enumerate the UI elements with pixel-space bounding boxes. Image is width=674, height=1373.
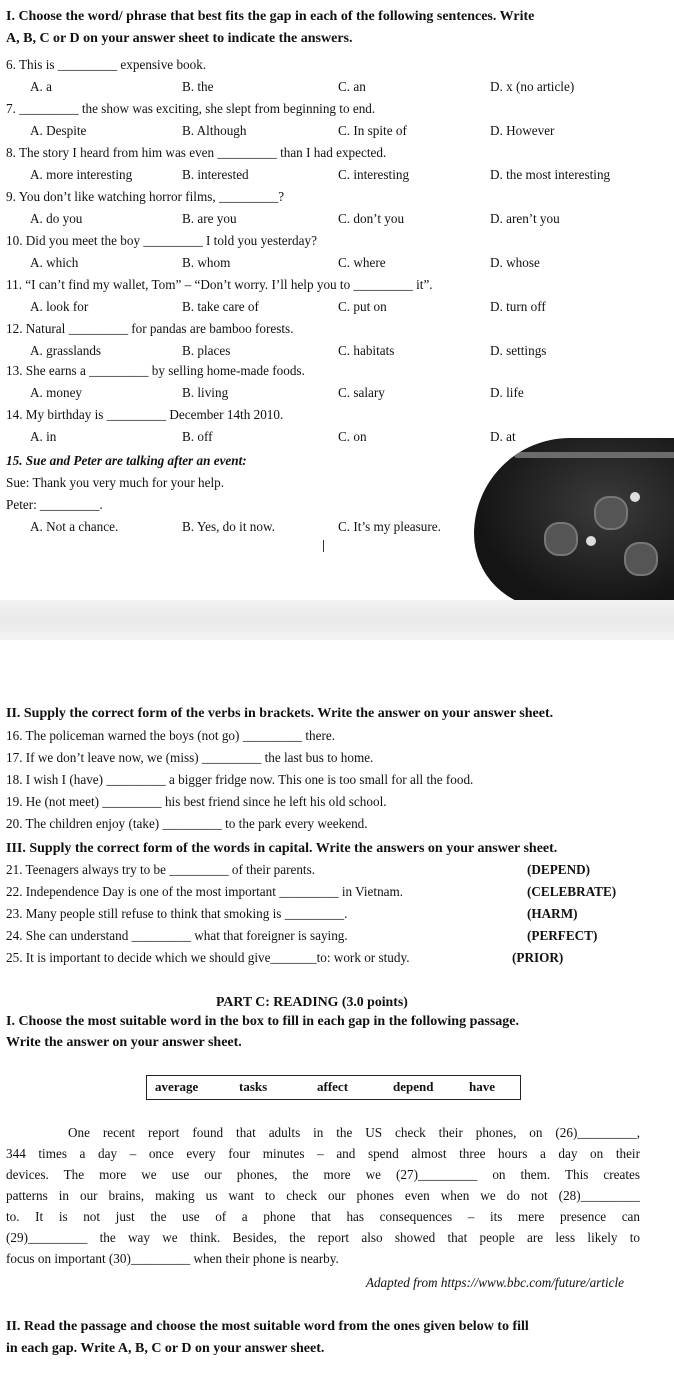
option-a: A. look for: [30, 299, 89, 314]
option-a: A. Not a chance.: [30, 519, 119, 534]
option-a: A. more interesting: [30, 167, 133, 182]
option-c: C. salary: [338, 385, 385, 400]
section-heading: II. Supply the correct form of the verbs in brackets. Write the answer on your answer sheet.: [6, 706, 554, 721]
option-c: C. interesting: [338, 167, 410, 182]
option-b: B. whom: [182, 255, 231, 270]
dialogue-line: Sue: Thank you very much for your help.: [6, 475, 225, 490]
passage-line: 344 times a day – once every four minutes – and spend almost three hours a day on their: [6, 1146, 640, 1161]
passage-line: patterns in our brains, making us want to check our phones even when we do not (28)_________: [6, 1188, 640, 1203]
page-gap: [0, 600, 674, 640]
box-word: have: [469, 1079, 495, 1094]
option-b: B. are you: [182, 211, 237, 226]
verb-item: 20. The children enjoy (take) _________ to the park every weekend.: [6, 816, 368, 831]
option-a: A. grasslands: [30, 343, 102, 358]
part-title: PART C: READING (3.0 points): [216, 994, 408, 1009]
option-a: A. in: [30, 429, 57, 444]
phone-overlay-image: [474, 438, 674, 608]
option-d: D. x (no article): [490, 79, 575, 94]
option-d: D. aren’t you: [490, 211, 560, 226]
box-word: affect: [317, 1079, 349, 1094]
question-stem: 15. Sue and Peter are talking after an event:: [6, 453, 247, 468]
option-c: C. where: [338, 255, 386, 270]
section-heading: in each gap. Write A, B, C or D on your answer sheet.: [6, 1341, 325, 1356]
dialogue-line: Peter: _________.: [6, 497, 103, 512]
passage-line: to. It is not just the use of a phone that has consequences – its mere presence can: [6, 1209, 640, 1224]
option-c: C. It’s my pleasure.: [338, 519, 441, 534]
question-stem: 13. She earns a _________ by selling home-made foods.: [6, 363, 305, 378]
option-c: C. habitats: [338, 343, 395, 358]
question-stem: 10. Did you meet the boy _________ I told you yesterday?: [6, 233, 317, 248]
option-d: D. However: [490, 123, 555, 138]
question-stem: 12. Natural _________ for pandas are bamboo forests.: [6, 321, 294, 336]
option-d: D. settings: [490, 343, 547, 358]
option-d: D. at: [490, 429, 516, 444]
box-word: average: [155, 1079, 199, 1094]
word-form-item: 24. She can understand _________ what that foreigner is saying.: [6, 928, 348, 943]
word-form-item: 22. Independence Day is one of the most important _________ in Vietnam.: [6, 884, 404, 899]
question-stem: 9. You don’t like watching horror films, _________?: [6, 189, 285, 204]
option-c: C. an: [338, 79, 366, 94]
option-b: B. off: [182, 429, 213, 444]
option-b: B. living: [182, 385, 229, 400]
capital-word: (PERFECT): [527, 928, 598, 943]
option-b: B. Although: [182, 123, 247, 138]
verb-item: 16. The policeman warned the boys (not go) _________ there.: [6, 728, 335, 743]
verb-item: 19. He (not meet) _________ his best friend since he left his old school.: [6, 794, 387, 809]
option-d: D. life: [490, 385, 524, 400]
option-b: B. take care of: [182, 299, 259, 314]
capital-word: (PRIOR): [512, 950, 564, 965]
option-a: A. Despite: [30, 123, 87, 138]
section-heading: Write the answer on your answer sheet.: [6, 1035, 242, 1050]
option-a: A. money: [30, 385, 83, 400]
word-form-item: 23. Many people still refuse to think that smoking is _________.: [6, 906, 348, 921]
option-a: A. a: [30, 79, 52, 94]
question-stem: 8. The story I heard from him was even _________ than I had expected.: [6, 145, 387, 160]
text-cursor: [323, 540, 324, 552]
option-b: B. places: [182, 343, 231, 358]
option-c: C. don’t you: [338, 211, 405, 226]
section-heading: A, B, C or D on your answer sheet to indicate the answers.: [6, 31, 353, 46]
capital-word: (DEPEND): [527, 862, 591, 877]
capital-word: (HARM): [527, 906, 578, 921]
passage-line: devices. The more we use our phones, the more we (27)_________ on them. This creates: [6, 1167, 640, 1182]
section-heading: II. Read the passage and choose the most suitable word from the ones given below to fill: [6, 1319, 529, 1334]
option-d: D. the most interesting: [490, 167, 611, 182]
verb-item: 18. I wish I (have) _________ a bigger fridge now. This one is too small for all the food.: [6, 772, 474, 787]
option-c: C. In spite of: [338, 123, 407, 138]
word-form-item: 21. Teenagers always try to be _________ of their parents.: [6, 862, 316, 877]
box-word: depend: [393, 1079, 434, 1094]
question-stem: 14. My birthday is _________ December 14th 2010.: [6, 407, 284, 422]
question-stem: 6. This is _________ expensive book.: [6, 57, 207, 72]
word-box: [146, 1075, 521, 1100]
option-b: B. the: [182, 79, 214, 94]
option-c: C. on: [338, 429, 367, 444]
verb-item: 17. If we don’t leave now, we (miss) _________ the last bus to home.: [6, 750, 374, 765]
option-d: D. whose: [490, 255, 540, 270]
section-heading: I. Choose the word/ phrase that best fits the gap in each of the following sentences. Write: [6, 9, 535, 24]
option-a: A. which: [30, 255, 79, 270]
option-a: A. do you: [30, 211, 83, 226]
passage-line: One recent report found that adults in the US check their phones, on (26)_________,: [68, 1125, 640, 1140]
question-stem: 11. “I can’t find my wallet, Tom” – “Don’t worry. I’ll help you to _________ it”.: [6, 277, 433, 292]
section-heading: I. Choose the most suitable word in the box to fill in each gap in the following passage.: [6, 1014, 519, 1029]
passage-line: focus on important (30)_________ when their phone is nearby.: [6, 1251, 339, 1266]
passage-line: (29)_________ the way we think. Besides, the report also showed that people are less likely to: [6, 1230, 640, 1245]
question-stem: 7. _________ the show was exciting, she slept from beginning to end.: [6, 101, 376, 116]
box-word: tasks: [239, 1079, 268, 1094]
capital-word: (CELEBRATE): [527, 884, 617, 899]
option-b: B. Yes, do it now.: [182, 519, 275, 534]
section-heading: III. Supply the correct form of the words in capital. Write the answers on your answer sheet.: [6, 841, 558, 856]
option-c: C. put on: [338, 299, 387, 314]
option-b: B. interested: [182, 167, 249, 182]
word-form-item: 25. It is important to decide which we should give_______to: work or study.: [6, 950, 410, 965]
source-citation: Adapted from https://www.bbc.com/future/article: [365, 1275, 624, 1290]
option-d: D. turn off: [490, 299, 546, 314]
